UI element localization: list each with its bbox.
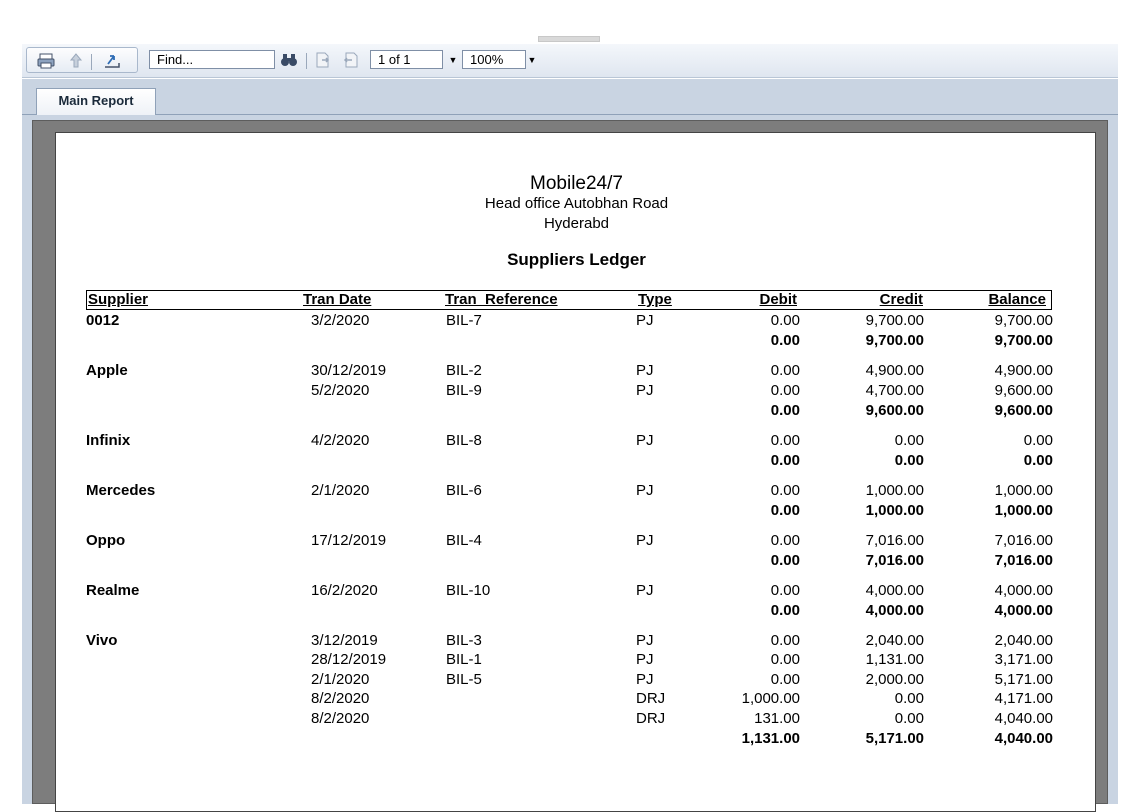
ledger-row (56, 431, 1097, 451)
ledger-row (56, 311, 1097, 331)
ledger-total-row (56, 451, 1097, 471)
debit-amount: 1,131.00 (741, 730, 800, 747)
credit-amount: 7,016.00 (865, 552, 924, 569)
supplier-name: Mercedes (86, 482, 156, 499)
supplier-name: Oppo (86, 532, 126, 549)
debit-amount: 0.00 (770, 671, 800, 688)
balance-amount: 1,000.00 (994, 502, 1053, 519)
credit-amount: 1,000.00 (865, 502, 924, 519)
tran-type: PJ (636, 671, 654, 688)
credit-amount: 0.00 (894, 690, 924, 707)
tran-date: 30/12/2019 (311, 362, 387, 379)
debit-amount: 0.00 (770, 452, 800, 469)
debit-amount: 0.00 (770, 602, 800, 619)
balance-amount: 1,000.00 (994, 482, 1053, 499)
balance-amount: 9,700.00 (994, 312, 1053, 329)
tran-date: 2/1/2020 (311, 482, 370, 499)
balance-amount: 0.00 (1023, 432, 1053, 449)
tran-date: 17/12/2019 (311, 532, 387, 549)
balance-amount: 9,600.00 (994, 402, 1053, 419)
ledger-row (56, 481, 1097, 501)
tran-type: PJ (636, 312, 654, 329)
printer-icon[interactable] (37, 52, 55, 70)
column-tran-reference: Tran_Reference (445, 291, 558, 308)
chevron-down-icon[interactable]: ▼ (527, 54, 537, 65)
ledger-row (56, 670, 1097, 690)
debit-amount: 0.00 (770, 502, 800, 519)
tran-type: PJ (636, 432, 654, 449)
ledger-row (56, 650, 1097, 670)
tran-type: PJ (636, 482, 654, 499)
debit-amount: 131.00 (754, 710, 800, 727)
debit-amount: 0.00 (770, 332, 800, 349)
debit-amount: 0.00 (770, 402, 800, 419)
ledger-row (56, 581, 1097, 601)
column-tran-date: Tran Date (303, 291, 372, 308)
tran-date: 4/2/2020 (311, 432, 370, 449)
tran-reference: BIL-2 (446, 362, 482, 379)
debit-amount: 0.00 (770, 382, 800, 399)
column-supplier: Supplier (88, 291, 149, 308)
balance-amount: 7,016.00 (994, 552, 1053, 569)
credit-amount: 9,700.00 (865, 312, 924, 329)
tran-reference: BIL-3 (446, 632, 482, 649)
ledger-row (56, 709, 1097, 729)
binoculars-icon[interactable] (280, 51, 298, 69)
tran-type: PJ (636, 632, 654, 649)
ledger-row (56, 631, 1097, 651)
debit-amount: 0.00 (770, 632, 800, 649)
ledger-total-row (56, 401, 1097, 421)
column-header (86, 290, 1052, 310)
balance-amount: 4,000.00 (994, 602, 1053, 619)
find-input[interactable]: Find... (149, 50, 275, 69)
balance-amount: 4,040.00 (994, 710, 1053, 727)
upload-icon[interactable] (67, 52, 85, 70)
balance-amount: 4,900.00 (994, 362, 1053, 379)
tran-type: PJ (636, 582, 654, 599)
tran-date: 8/2/2020 (311, 690, 370, 707)
supplier-name: Apple (86, 362, 128, 379)
chevron-down-icon[interactable]: ▼ (448, 54, 458, 65)
tran-reference: BIL-7 (446, 312, 482, 329)
debit-amount: 1,000.00 (741, 690, 800, 707)
credit-amount: 4,000.00 (865, 602, 924, 619)
page-number-field[interactable]: 1 of 1 (370, 50, 443, 69)
tran-type: DRJ (636, 710, 666, 727)
tran-type: PJ (636, 362, 654, 379)
company-address: Head office Autobhan Road (484, 195, 669, 212)
tab-main-report[interactable]: Main Report (36, 88, 156, 115)
balance-amount: 4,040.00 (994, 730, 1053, 747)
tran-type: PJ (636, 651, 654, 668)
debit-amount: 0.00 (770, 482, 800, 499)
company-city: Hyderabd (543, 215, 610, 232)
balance-amount: 0.00 (1023, 452, 1053, 469)
ledger-total-row (56, 501, 1097, 521)
page-next-icon[interactable] (314, 51, 332, 69)
debit-amount: 0.00 (770, 552, 800, 569)
supplier-name: Vivo (86, 632, 118, 649)
credit-amount: 5,171.00 (865, 730, 924, 747)
credit-amount: 4,000.00 (865, 582, 924, 599)
credit-amount: 1,000.00 (865, 482, 924, 499)
debit-amount: 0.00 (770, 582, 800, 599)
credit-amount: 2,040.00 (865, 632, 924, 649)
tran-reference: BIL-5 (446, 671, 482, 688)
supplier-name: Realme (86, 582, 140, 599)
tran-type: DRJ (636, 690, 666, 707)
balance-amount: 9,600.00 (994, 382, 1053, 399)
credit-amount: 4,700.00 (865, 382, 924, 399)
debit-amount: 0.00 (770, 432, 800, 449)
report-title: Suppliers Ledger (507, 250, 646, 269)
tran-reference: BIL-4 (446, 532, 482, 549)
ledger-total-row (56, 729, 1097, 749)
report-canvas (22, 115, 1118, 804)
tran-date: 8/2/2020 (311, 710, 370, 727)
resize-grip[interactable] (538, 36, 600, 42)
column-type: Type (638, 291, 672, 308)
tran-reference: BIL-1 (446, 651, 482, 668)
company-name: Mobile24/7 (530, 173, 623, 194)
balance-amount: 2,040.00 (994, 632, 1053, 649)
balance-amount: 9,700.00 (994, 332, 1053, 349)
ledger-total-row (56, 551, 1097, 571)
balance-amount: 3,171.00 (994, 651, 1053, 668)
balance-amount: 7,016.00 (994, 532, 1053, 549)
credit-amount: 7,016.00 (865, 532, 924, 549)
tran-type: PJ (636, 382, 654, 399)
column-balance: Balance (988, 291, 1046, 308)
tran-date: 28/12/2019 (311, 651, 387, 668)
page-prev-icon[interactable] (342, 51, 360, 69)
debit-amount: 0.00 (770, 312, 800, 329)
ledger-total-row (56, 331, 1097, 351)
ledger-row (56, 381, 1097, 401)
debit-amount: 0.00 (770, 532, 800, 549)
export-icon[interactable] (103, 52, 121, 70)
tran-date: 3/12/2019 (311, 632, 378, 649)
ledger-row (56, 361, 1097, 381)
tran-reference: BIL-10 (446, 582, 491, 599)
tran-type: PJ (636, 532, 654, 549)
debit-amount: 0.00 (770, 651, 800, 668)
tran-reference: BIL-6 (446, 482, 482, 499)
balance-amount: 5,171.00 (994, 671, 1053, 688)
toolbar-group-actions (26, 47, 138, 73)
toolbar-separator (306, 53, 307, 69)
balance-amount: 4,171.00 (994, 690, 1053, 707)
tran-date: 16/2/2020 (311, 582, 378, 599)
credit-amount: 9,600.00 (865, 402, 924, 419)
toolbar-separator (91, 54, 92, 70)
ledger-row (56, 689, 1097, 709)
balance-amount: 4,000.00 (994, 582, 1053, 599)
tran-reference: BIL-9 (446, 382, 482, 399)
supplier-name: 0012 (86, 312, 120, 329)
ledger-total-row (56, 601, 1097, 621)
tran-date: 3/2/2020 (311, 312, 370, 329)
debit-amount: 0.00 (770, 362, 800, 379)
report-frame (32, 120, 1108, 804)
credit-amount: 2,000.00 (865, 671, 924, 688)
credit-amount: 0.00 (894, 710, 924, 727)
ledger-row (56, 531, 1097, 551)
tran-date: 2/1/2020 (311, 671, 370, 688)
credit-amount: 9,700.00 (865, 332, 924, 349)
tran-date: 5/2/2020 (311, 382, 370, 399)
credit-amount: 0.00 (894, 432, 924, 449)
supplier-name: Infinix (86, 432, 131, 449)
credit-amount: 1,131.00 (865, 651, 924, 668)
credit-amount: 0.00 (894, 452, 924, 469)
column-credit: Credit (879, 291, 923, 308)
zoom-select[interactable]: 100% (462, 50, 526, 69)
tab-bar (22, 79, 1118, 115)
column-debit: Debit (759, 291, 797, 308)
report-page (55, 132, 1096, 812)
toolbar (22, 44, 1118, 78)
tran-reference: BIL-8 (446, 432, 482, 449)
credit-amount: 4,900.00 (865, 362, 924, 379)
